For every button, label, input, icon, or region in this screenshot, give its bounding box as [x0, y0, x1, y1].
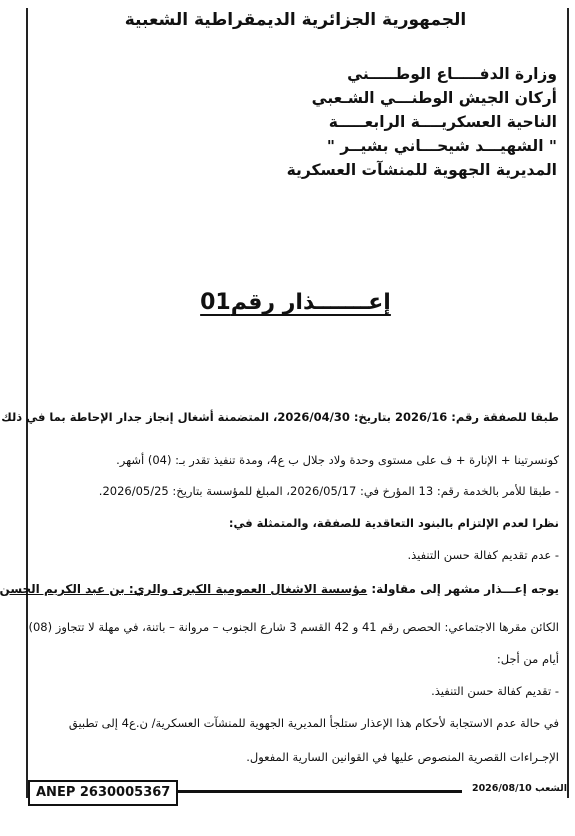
- anep-reference: ANEP 2630005367: [28, 780, 178, 806]
- registered-office-line: الكائن مقرها الاجتماعي: الحصص رقم 41 و 42 القسم 3 شارع الجنوب – مروانة – باتنة، في مهلة لا تتجاوز (08): [28, 620, 559, 634]
- notice-title-text: إعـــــــذار رقم01: [200, 290, 391, 315]
- coercive-measures-line: الإجـراءات القصرية المنصوص عليها في القوانين السارية المفعول.: [246, 750, 559, 764]
- general-staff-name: أركان الجيش الوطنـــي الشـعبي: [311, 89, 557, 107]
- notice-title: [16, 290, 575, 315]
- ministry-name: وزارة الدفـــــاع الوطـــــني: [347, 65, 557, 83]
- contract-scope-line: كونسرتينا + الإنارة + ف على مستوى وحدة ولاد جلال ب ع4، ومدة تنفيذ تقدر بـ: (04) أشهر.: [116, 453, 559, 467]
- footer-rule: [178, 790, 462, 793]
- addressee-company: مؤسسة الاشغال العمومية الكبرى والري: بن عبد الكريم الحسن: [0, 582, 368, 596]
- right-border-line: [567, 8, 569, 798]
- deadline-purpose-line: أيام من أجل:: [496, 652, 559, 666]
- required-action-line: - تقديم كفالة حسن التنفيذ.: [431, 684, 559, 698]
- non-compliance-line: في حالة عدم الاستجابة لأحكام هذا الإعذار ستلجأ المديرية الجهوية للمنشآت العسكرية/ ن.ع4 إلى تطبيق: [68, 716, 559, 730]
- regional-directorate-name: المديرية الجهوية للمنشآت العسكرية: [286, 161, 557, 179]
- addressee-line: [0, 582, 559, 596]
- breach-intro-line: نظرا لعدم الإلتزام بالبنود التعاقدية للصفقة، والمتمثلة في:: [228, 516, 559, 530]
- breach-item-line: - عدم تقديم كفالة حسن التنفيذ.: [407, 548, 559, 562]
- addressee-prefix: يوجه إعـــذار مشهر إلى مقاولة:: [367, 582, 559, 596]
- publication-date: الشعب 2026/08/10: [471, 783, 567, 794]
- region-martyr-name: " الشهيـــد شيحـــاني بشيــر ": [326, 137, 557, 155]
- service-order-line: - طبقا للأمر بالخدمة رقم: 13 المؤرخ في: 2026/05/17، المبلغ للمؤسسة بتاريخ: 2026/05/25.: [98, 484, 559, 498]
- contract-reference-line: طبقا للصفقة رقم: 2026/16 بتاريخ: 2026/04/30، المتضمنة أشغال إنجاز جدار الإحاطة بما في ذلك: [1, 410, 559, 424]
- military-region-name: الناحية العسكريــــة الرابعـــــة: [328, 113, 557, 131]
- issuer-block: [286, 62, 557, 182]
- notice-footer: [28, 780, 567, 804]
- republic-heading: الجمهورية الجزائرية الديمقراطية الشعبية: [124, 10, 467, 30]
- left-border-line: [26, 8, 28, 798]
